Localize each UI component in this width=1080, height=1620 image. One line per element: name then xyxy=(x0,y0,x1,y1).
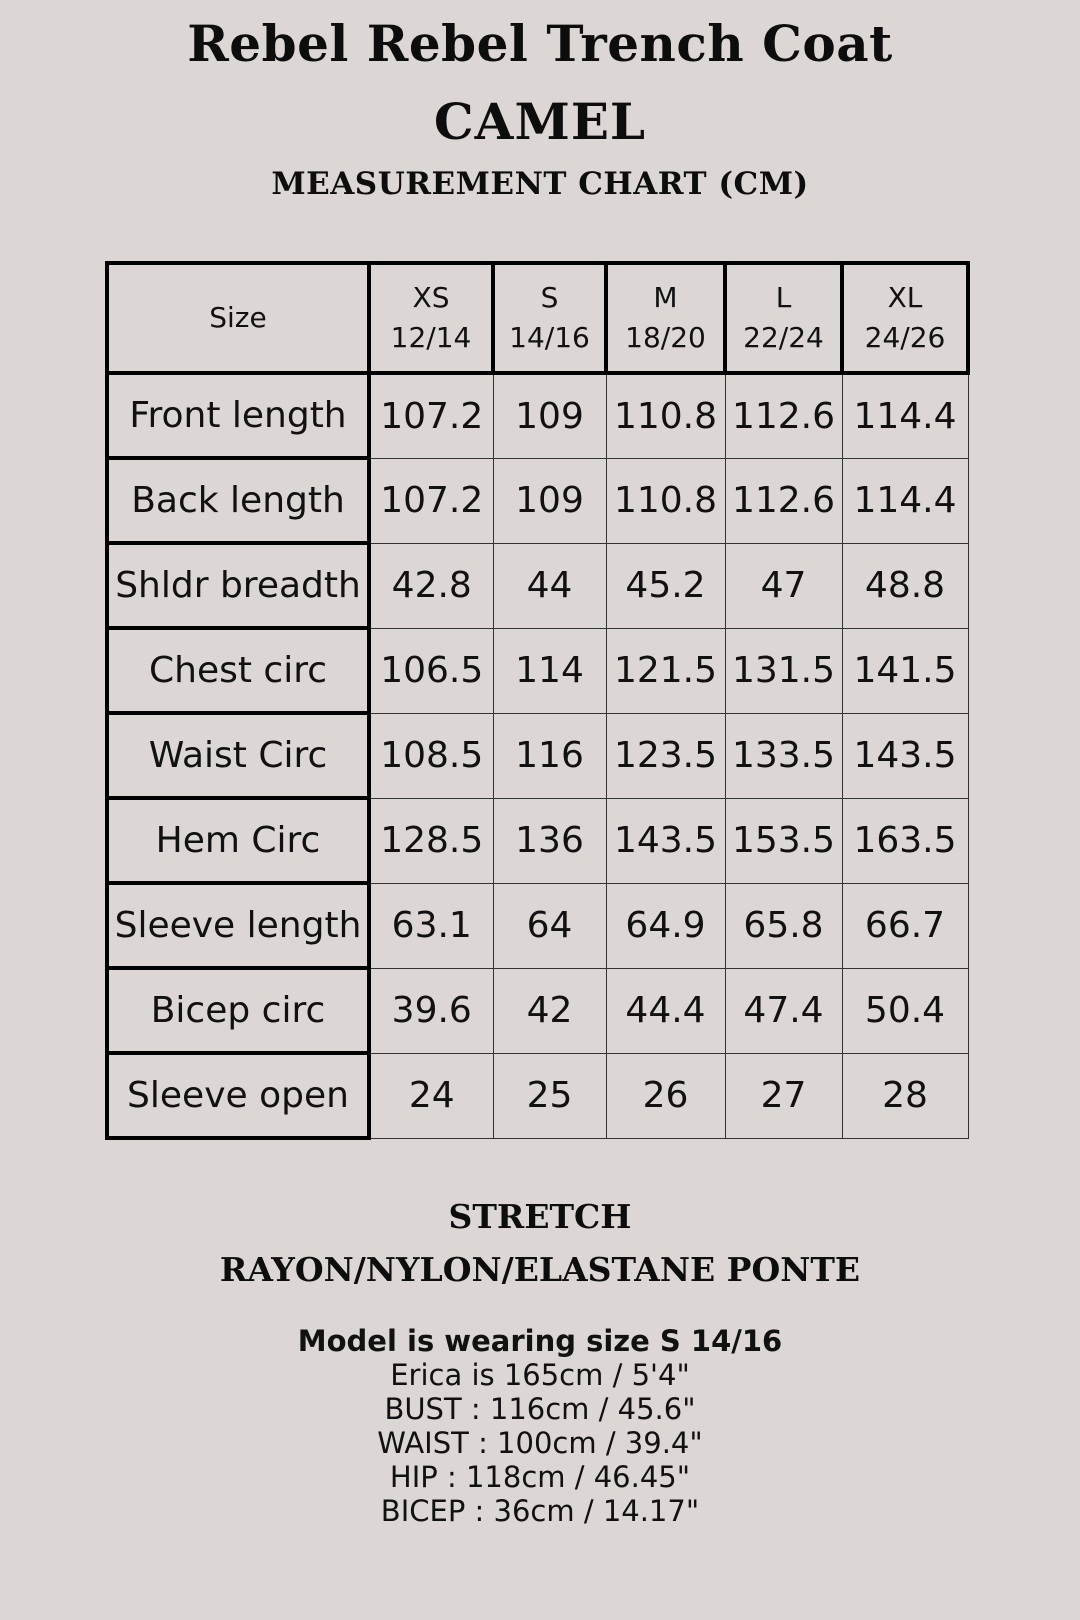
table-row xyxy=(107,1053,968,1138)
table-cell: 143.5 xyxy=(842,713,968,798)
size-header-s xyxy=(493,263,606,373)
measurement-table xyxy=(105,261,970,1140)
model-height: Erica is 165cm / 5'4" xyxy=(390,1358,690,1392)
table-row xyxy=(107,883,968,968)
table-cell: 163.5 xyxy=(842,798,968,883)
row-label: Front length xyxy=(107,373,369,458)
size-label: S xyxy=(540,281,559,314)
size-number: 14/16 xyxy=(509,321,590,354)
table-cell: 64 xyxy=(493,883,606,968)
table-cell: 64.9 xyxy=(606,883,725,968)
table-cell: 136 xyxy=(493,798,606,883)
row-label: Sleeve length xyxy=(107,883,369,968)
table-cell: 108.5 xyxy=(369,713,493,798)
chart-subtitle: MEASUREMENT CHART (CM) xyxy=(271,166,809,202)
size-header-l xyxy=(725,263,842,373)
table-cell: 109 xyxy=(493,373,606,458)
table-cell: 47 xyxy=(725,543,842,628)
row-label: Chest circ xyxy=(107,628,369,713)
table-cell: 114.4 xyxy=(842,373,968,458)
table-row xyxy=(107,543,968,628)
table-row xyxy=(107,798,968,883)
table-cell: 39.6 xyxy=(369,968,493,1053)
size-label: L xyxy=(775,281,792,314)
product-color: CAMEL xyxy=(433,92,647,151)
table-cell: 45.2 xyxy=(606,543,725,628)
table-cell: 110.8 xyxy=(606,458,725,543)
table-cell: 116 xyxy=(493,713,606,798)
product-title: Rebel Rebel Trench Coat xyxy=(187,14,893,73)
row-label: Shldr breadth xyxy=(107,543,369,628)
size-header-xs xyxy=(369,263,493,373)
size-header-label: Size xyxy=(107,263,369,373)
table-cell: 153.5 xyxy=(725,798,842,883)
table-cell: 27 xyxy=(725,1053,842,1138)
row-label: Back length xyxy=(107,458,369,543)
size-header-m xyxy=(606,263,725,373)
table-cell: 109 xyxy=(493,458,606,543)
table-cell: 42 xyxy=(493,968,606,1053)
size-number: 12/14 xyxy=(390,321,472,354)
size-label: XS xyxy=(412,281,450,314)
table-cell: 121.5 xyxy=(606,628,725,713)
table-cell: 44.4 xyxy=(606,968,725,1053)
table-cell: 123.5 xyxy=(606,713,725,798)
model-hip: HIP : 118cm / 46.45" xyxy=(389,1460,691,1494)
size-number: 18/20 xyxy=(625,321,706,354)
size-number: 24/26 xyxy=(864,321,946,354)
table-cell: 112.6 xyxy=(725,458,842,543)
row-label: Sleeve open xyxy=(107,1053,369,1138)
table-cell: 47.4 xyxy=(725,968,842,1053)
table-row xyxy=(107,968,968,1053)
row-label: Hem Circ xyxy=(107,798,369,883)
table-row xyxy=(107,373,968,458)
table-cell: 141.5 xyxy=(842,628,968,713)
table-cell: 42.8 xyxy=(369,543,493,628)
size-label: M xyxy=(653,281,678,314)
table-cell: 107.2 xyxy=(369,458,493,543)
table-cell: 24 xyxy=(369,1053,493,1138)
size-label: XL xyxy=(887,281,923,314)
table-cell: 114.4 xyxy=(842,458,968,543)
row-label: Bicep circ xyxy=(107,968,369,1053)
table-cell: 131.5 xyxy=(725,628,842,713)
model-bicep: BICEP : 36cm / 14.17" xyxy=(380,1494,700,1528)
model-info xyxy=(0,1324,1080,1528)
table-row xyxy=(107,458,968,543)
table-cell: 26 xyxy=(606,1053,725,1138)
model-bust: BUST : 116cm / 45.6" xyxy=(384,1392,696,1426)
fabric-stretch-label: STRETCH xyxy=(448,1197,632,1236)
size-header-xl xyxy=(842,263,968,373)
table-cell: 65.8 xyxy=(725,883,842,968)
table-row xyxy=(107,713,968,798)
table-cell: 28 xyxy=(842,1053,968,1138)
table-cell: 48.8 xyxy=(842,543,968,628)
table-cell: 106.5 xyxy=(369,628,493,713)
table-cell: 44 xyxy=(493,543,606,628)
table-cell: 66.7 xyxy=(842,883,968,968)
table-cell: 110.8 xyxy=(606,373,725,458)
table-row xyxy=(107,628,968,713)
table-cell: 63.1 xyxy=(369,883,493,968)
table-cell: 25 xyxy=(493,1053,606,1138)
size-number: 22/24 xyxy=(743,321,824,354)
table-cell: 133.5 xyxy=(725,713,842,798)
table-cell: 143.5 xyxy=(606,798,725,883)
table-cell: 50.4 xyxy=(842,968,968,1053)
model-size-heading: Model is wearing size S 14/16 xyxy=(297,1324,783,1358)
table-header-row xyxy=(107,263,968,373)
row-label: Waist Circ xyxy=(107,713,369,798)
model-waist: WAIST : 100cm / 39.4" xyxy=(377,1426,703,1460)
table-cell: 128.5 xyxy=(369,798,493,883)
table-cell: 112.6 xyxy=(725,373,842,458)
fabric-composition: RAYON/NYLON/ELASTANE PONTE xyxy=(219,1250,861,1289)
table-cell: 114 xyxy=(493,628,606,713)
table-cell: 107.2 xyxy=(369,373,493,458)
